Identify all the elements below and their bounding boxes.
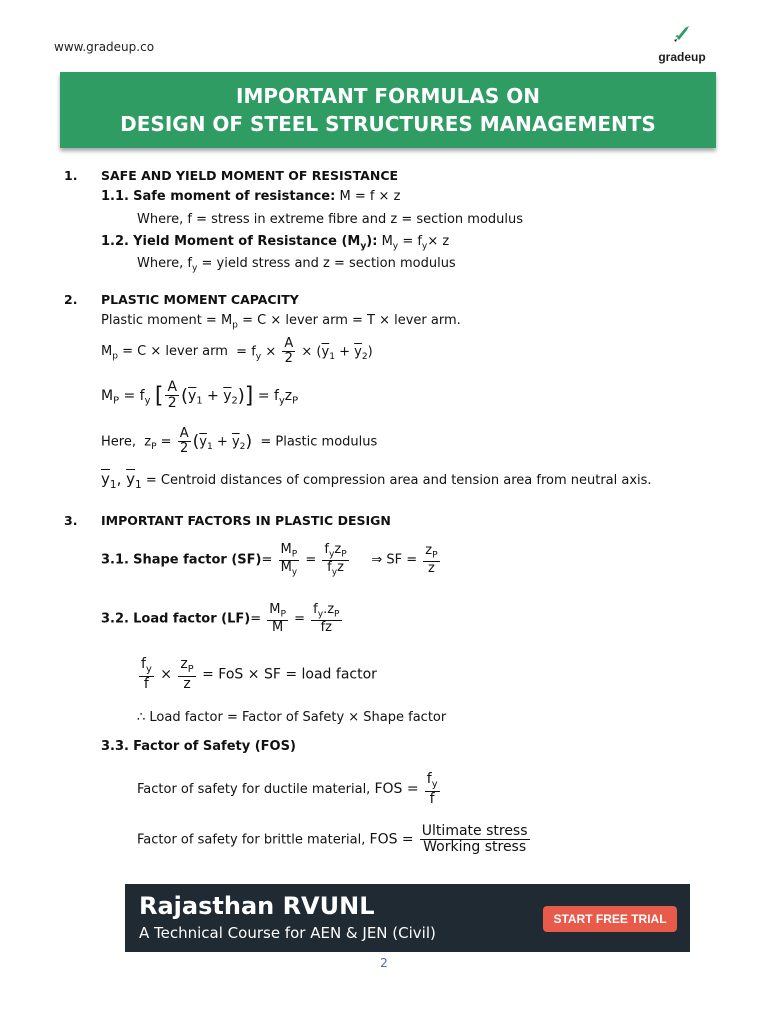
fos-brittle-equation: Factor of safety for brittle material, FOS = $\frac{\text{Ultimate stress}}{\text{Working stress}}$ xyxy=(137,823,528,856)
load-factor-equation: 3.2. Load factor (LF)= $\frac{M_P}{M}$ = $\frac{f_y.z_P}{fz}$ xyxy=(101,602,340,635)
logo-text: gradeup xyxy=(658,50,706,64)
start-free-trial-button[interactable]: START FREE TRIAL xyxy=(543,906,677,932)
subsection-1-2 xyxy=(101,234,449,252)
gradeup-logo[interactable] xyxy=(652,24,712,64)
fos-ductile-equation: Factor of safety for ductile material, FOS = $\frac{f_y}{f}$ xyxy=(137,771,438,807)
subsection-1-2-title: Yield Moment of Resistance $(M_y)$: xyxy=(133,234,378,252)
site-url[interactable]: www.gradeup.co xyxy=(54,40,155,54)
section-3-title: IMPORTANT FACTORS IN PLASTIC DESIGN xyxy=(101,513,391,528)
plastic-moment-equation-1: $M_p = C$ × lever arm = $f_y$ × $\frac{A}{2}$ × $(\overline{y}_1 + \overline{y}_2)$ xyxy=(101,336,373,367)
shape-factor-equation: 3.1. Shape factor (SF)= $\frac{M_P}{M_y}$ = $\frac{f_yz_P}{f_yz}$ ⇒ SF = $\frac{z_P}{z}$ xyxy=(101,542,438,578)
subsection-1-1 xyxy=(101,189,400,204)
title-banner xyxy=(60,72,716,148)
page-number: 2 xyxy=(380,956,388,970)
subsection-1-1-title: Safe moment of resistance: xyxy=(133,189,336,204)
ad-title: Rajasthan RVUNL xyxy=(139,892,375,920)
subsection-1-2-number: 1.2. xyxy=(101,234,129,249)
yield-moment-formula: $M_y = f_y\times z$ xyxy=(381,234,450,252)
section-2-title: PLASTIC MOMENT CAPACITY xyxy=(101,292,299,307)
title-line-1: IMPORTANT FORMULAS ON xyxy=(236,84,540,108)
safe-moment-where: Where, f = stress in extreme fibre and z = section modulus xyxy=(137,212,524,227)
safe-moment-formula: M = f × z xyxy=(339,189,401,204)
centroid-distances-line: $\overline{y}_1$, $\overline{y}_1$ = Centroid distances of compression area and tension area from neutral axis. xyxy=(101,470,652,491)
plastic-modulus-equation: Here, $z_P$ = $\frac{A}{2}$ $(\overline{y}_1 + \overline{y}_2)$ = Plastic modulus xyxy=(101,426,378,457)
section-1-number: 1. xyxy=(64,168,78,183)
ad-subtitle: A Technical Course for AEN & JEN (Civil) xyxy=(139,924,436,942)
load-factor-derivation: $\frac{f_y}{f}$ × $\frac{z_P}{z}$ = FoS × SF = load factor xyxy=(141,656,377,692)
title-line-2: DESIGN OF STEEL STRUCTURES MANAGEMENTS xyxy=(120,112,656,136)
load-factor-conclusion: ∴ Load factor = Factor of Safety × Shape factor xyxy=(137,710,447,725)
section-3-number: 3. xyxy=(64,513,78,528)
plastic-moment-line: Plastic moment = $M_p = C$ × lever arm = T × lever arm. xyxy=(101,313,461,331)
course-ad-banner[interactable] xyxy=(125,884,690,952)
subsection-3-3: 3.3. Factor of Safety (FOS) xyxy=(101,739,296,754)
section-1-title: SAFE AND YIELD MOMENT OF RESISTANCE xyxy=(101,168,399,183)
yield-moment-where: Where, $f_y$ = yield stress and z = section modulus xyxy=(137,256,456,274)
section-2-number: 2. xyxy=(64,292,78,307)
plastic-moment-equation-2: $M_P = f_y$ [ $\frac{A}{2}$ $(\overline{y}_1 + \overline{y}_2)] = f_yz_P$ xyxy=(101,379,299,412)
subsection-1-1-number: 1.1. xyxy=(101,189,129,204)
rocket-icon xyxy=(669,24,695,44)
